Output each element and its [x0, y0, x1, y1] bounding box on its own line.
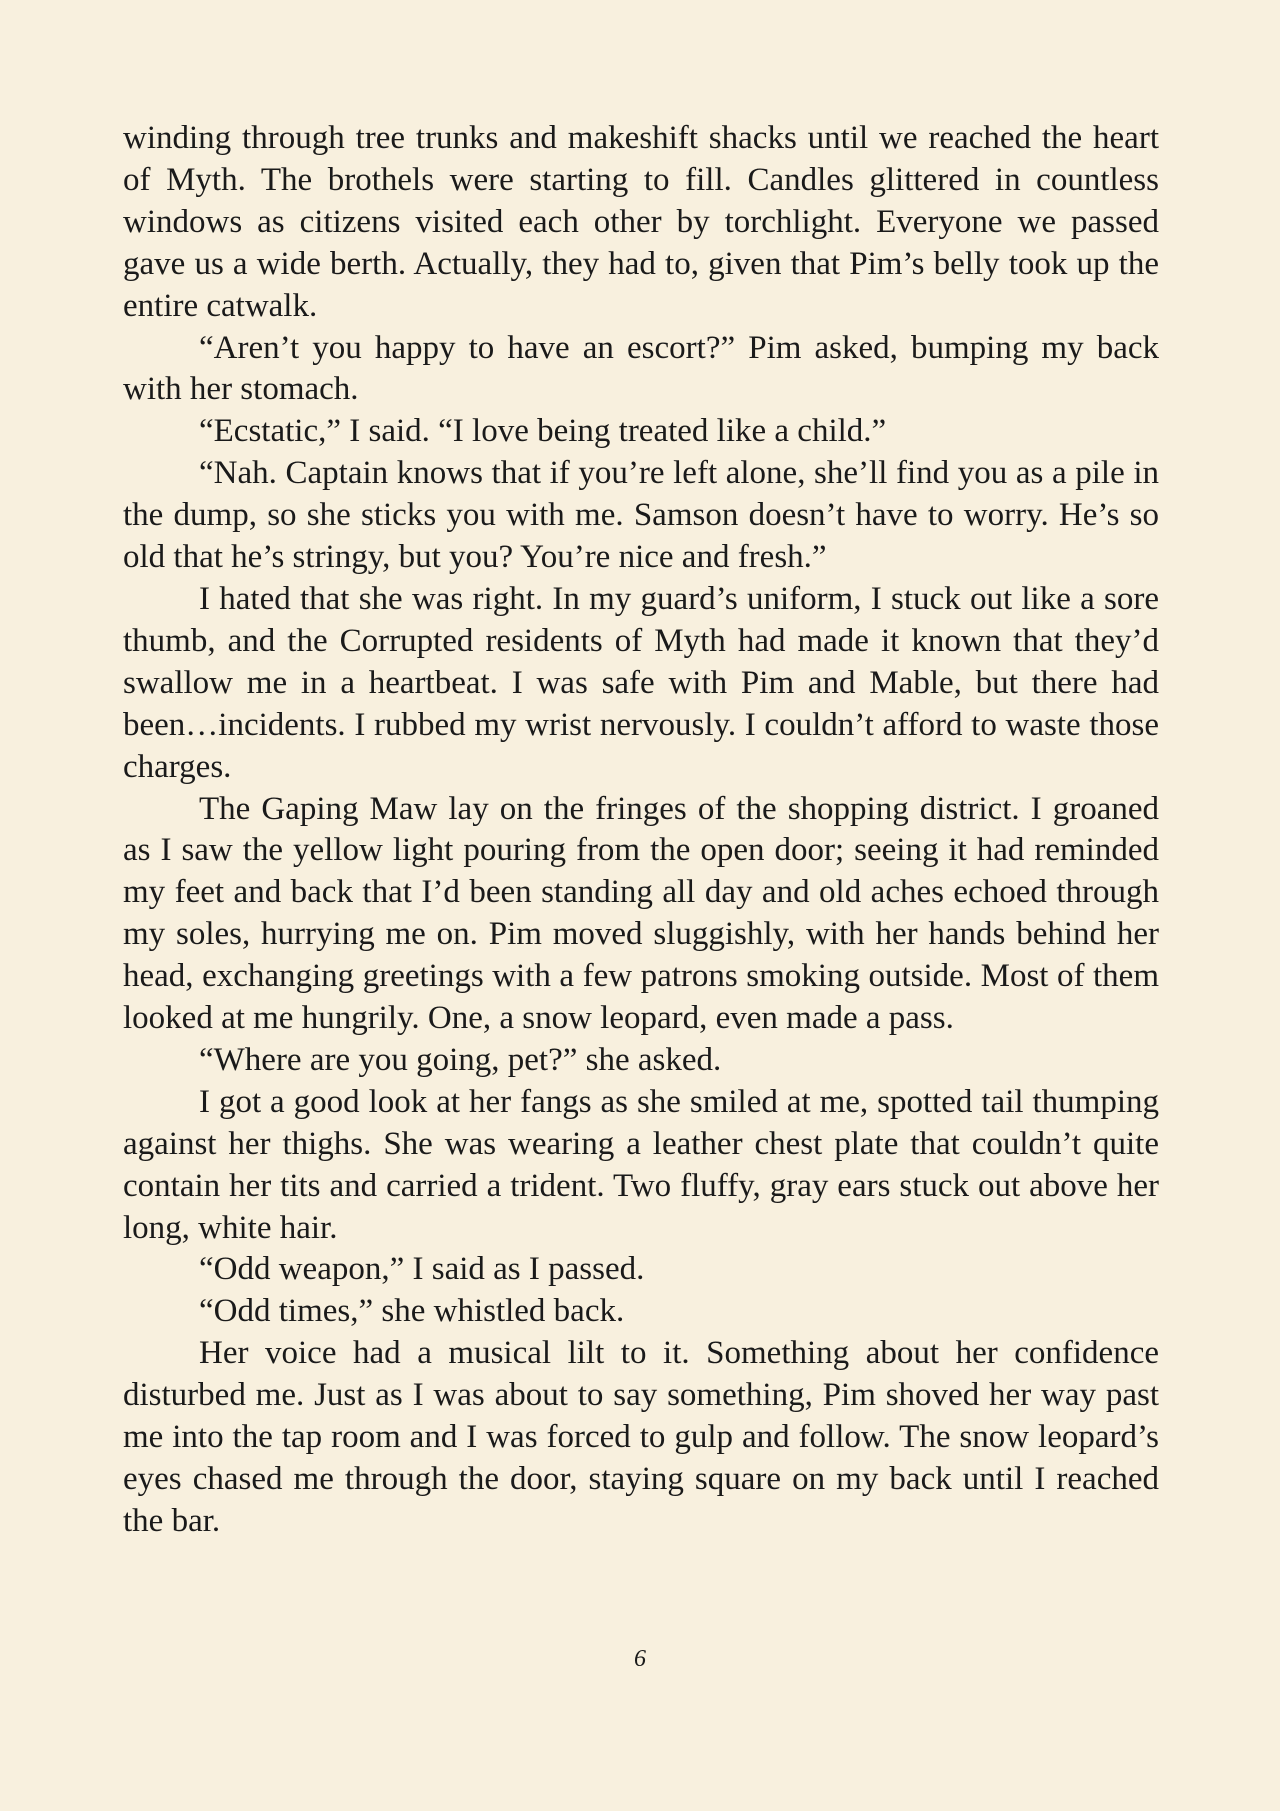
paragraph-6: The Gaping Maw lay on the fringes of the shopping district. I groaned as I saw the yellow light pouring from the open door; seeing it had reminded my feet and back that I’d been standing all day and old aches echoed through my soles, hurrying me on. Pim moved sluggishly, with her hands behind her head, exchanging greetings with a few patrons smoking outside. Most of them looked at me hungrily. One, a snow leopard, even made a pass.: [123, 790, 1159, 1037]
paragraph-9: “Odd weapon,” I said as I passed.: [199, 1251, 645, 1288]
page-body: [123, 118, 1159, 1543]
paragraph-2: “Aren’t you happy to have an escort?” Pim asked, bumping my back with her stomach.: [123, 329, 1159, 408]
paragraph-1: winding through tree trunks and makeshift shacks until we reached the heart of Myth. The brothels were starting to fill. Candles glittered in countless windows as citizens visited each other by torchlight. Everyone we passed gave us a wide berth. Actually, they had to, given that Pim’s belly took up the entire catwalk.: [123, 120, 1159, 324]
paragraph-5: I hated that she was right. In my guard’s uniform, I stuck out like a sore thumb, and the Corrupted residents of Myth had made it known that they’d swallow me in a heartbeat. I was safe with Pim and Mable, but there had been…incidents. I rubbed my wrist nervously. I couldn’t afford to waste those charges.: [123, 580, 1159, 785]
paragraph-3: “Ecstatic,” I said. “I love being treated like a child.”: [199, 413, 887, 450]
paragraph-8: I got a good look at her fangs as she smiled at me, spotted tail thumping against her thighs. She was wearing a leather chest plate that couldn’t quite contain her tits and carried a trident. Two fluffy, gray ears stuck out above her long, white hair.: [123, 1083, 1159, 1246]
page-number: 6: [634, 1646, 646, 1672]
paragraph-10: “Odd times,” she whistled back.: [199, 1293, 625, 1330]
paragraph-7: “Where are you going, pet?” she asked.: [199, 1041, 722, 1078]
paragraph-4: “Nah. Captain knows that if you’re left alone, she’ll find you as a pile in the dump, so she sticks you with me. Samson doesn’t have to worry. He’s so old that he’s stringy, but you? You’re nice and fresh.”: [123, 455, 1159, 576]
paragraph-11: Her voice had a musical lilt to it. Something about her confidence disturbed me. Just as I was about to say something, Pim shoved her way past me into the tap room and I was forced to gulp and follow. The snow leopard’s eyes chased me through the door, staying square on my back until I reached the bar.: [123, 1335, 1159, 1539]
